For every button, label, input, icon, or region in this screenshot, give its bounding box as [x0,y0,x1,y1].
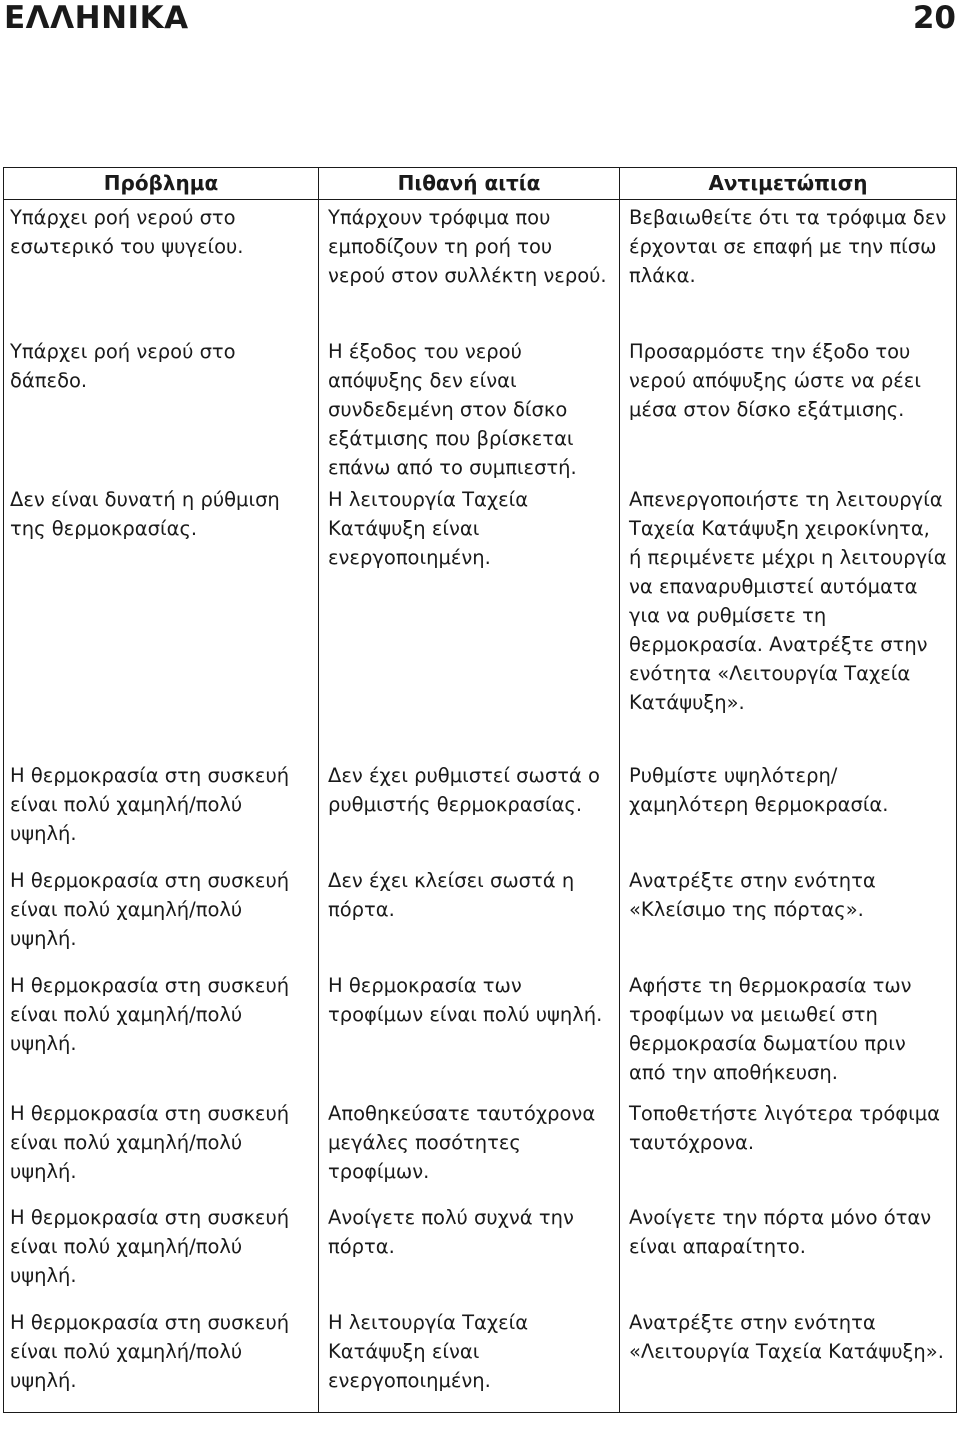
problem-cell: Η θερμοκρασία στη συσκευή είναι πολύ χαμηλή/πολύ υψηλή. [4,863,319,968]
column-header-problem: Πρόβλημα [4,168,319,200]
solution-cell: Απενεργοποιήστε τη λειτουργία Ταχεία Κατάψυξη χειροκίνητα, ή περιμένετε μέχρι η λειτουργία να επαναρυθμιστεί αυτόματα για να ρυθμίσετε τη θερμοκρασία. Ανατρέξτε στην ενότητα «Λειτουργία Ταχεία Κατάψυξη». [620,482,957,758]
table-body [4,200,957,1413]
table-header [4,168,957,200]
problem-cell: Η θερμοκρασία στη συσκευή είναι πολύ χαμηλή/πολύ υψηλή. [4,758,319,863]
troubleshooting-table [3,167,957,1413]
cause-cell: Υπάρχουν τρόφιμα που εμποδίζουν τη ροή του νερού στον συλλέκτη νερού. [319,200,620,335]
table-row [4,334,957,482]
cause-cell: Η θερμοκρασία των τροφίμων είναι πολύ υψηλή. [319,968,620,1096]
cause-cell: Αποθηκεύσατε ταυτόχρονα μεγάλες ποσότητες τροφίμων. [319,1096,620,1200]
solution-cell: Ανατρέξτε στην ενότητα «Κλείσιμο της πόρτας». [620,863,957,968]
solution-cell: Ρυθμίστε υψηλότερη/χαμηλότερη θερμοκρασία. [620,758,957,863]
table-row [4,1305,957,1413]
solution-cell: Τοποθετήστε λιγότερα τρόφιμα ταυτόχρονα. [620,1096,957,1200]
solution-cell: Προσαρμόστε την έξοδο του νερού απόψυξης ώστε να ρέει μέσα στον δίσκο εξάτμισης. [620,334,957,482]
problem-cell: Η θερμοκρασία στη συσκευή είναι πολύ χαμηλή/πολύ υψηλή. [4,1200,319,1305]
troubleshooting-table-container [3,167,956,1413]
cause-cell: Η λειτουργία Ταχεία Κατάψυξη είναι ενεργοποιημένη. [319,482,620,758]
table-row [4,482,957,758]
table-row [4,968,957,1096]
problem-cell: Δεν είναι δυνατή η ρύθμιση της θερμοκρασίας. [4,482,319,758]
solution-cell: Αφήστε τη θερμοκρασία των τροφίμων να μειωθεί στη θερμοκρασία δωματίου πριν από την αποθήκευση. [620,968,957,1096]
page-header [0,0,960,40]
problem-cell: Η θερμοκρασία στη συσκευή είναι πολύ χαμηλή/πολύ υψηλή. [4,968,319,1096]
table-row [4,758,957,863]
table-row [4,1096,957,1200]
problem-cell: Υπάρχει ροή νερού στο εσωτερικό του ψυγείου. [4,200,319,335]
cause-cell: Η έξοδος του νερού απόψυξης δεν είναι συνδεδεμένη στον δίσκο εξάτμισης που βρίσκεται επάνω από το συμπιεστή. [319,334,620,482]
column-header-cause: Πιθανή αιτία [319,168,620,200]
cause-cell: Ανοίγετε πολύ συχνά την πόρτα. [319,1200,620,1305]
cause-cell: Δεν έχει κλείσει σωστά η πόρτα. [319,863,620,968]
table-row [4,1200,957,1305]
solution-cell: Βεβαιωθείτε ότι τα τρόφιμα δεν έρχονται σε επαφή με την πίσω πλάκα. [620,200,957,335]
table-row [4,200,957,335]
cause-cell: Η λειτουργία Ταχεία Κατάψυξη είναι ενεργοποιημένη. [319,1305,620,1413]
problem-cell: Η θερμοκρασία στη συσκευή είναι πολύ χαμηλή/πολύ υψηλή. [4,1096,319,1200]
language-title: ΕΛΛΗΝΙΚΑ [4,0,189,36]
page-number: 20 [912,0,956,36]
solution-cell: Ανοίγετε την πόρτα μόνο όταν είναι απαραίτητο. [620,1200,957,1305]
header-row [4,168,957,200]
column-header-solution: Αντιμετώπιση [620,168,957,200]
solution-cell: Ανατρέξτε στην ενότητα «Λειτουργία Ταχεία Κατάψυξη». [620,1305,957,1413]
problem-cell: Υπάρχει ροή νερού στο δάπεδο. [4,334,319,482]
table-row [4,863,957,968]
cause-cell: Δεν έχει ρυθμιστεί σωστά ο ρυθμιστής θερμοκρασίας. [319,758,620,863]
problem-cell: Η θερμοκρασία στη συσκευή είναι πολύ χαμηλή/πολύ υψηλή. [4,1305,319,1413]
